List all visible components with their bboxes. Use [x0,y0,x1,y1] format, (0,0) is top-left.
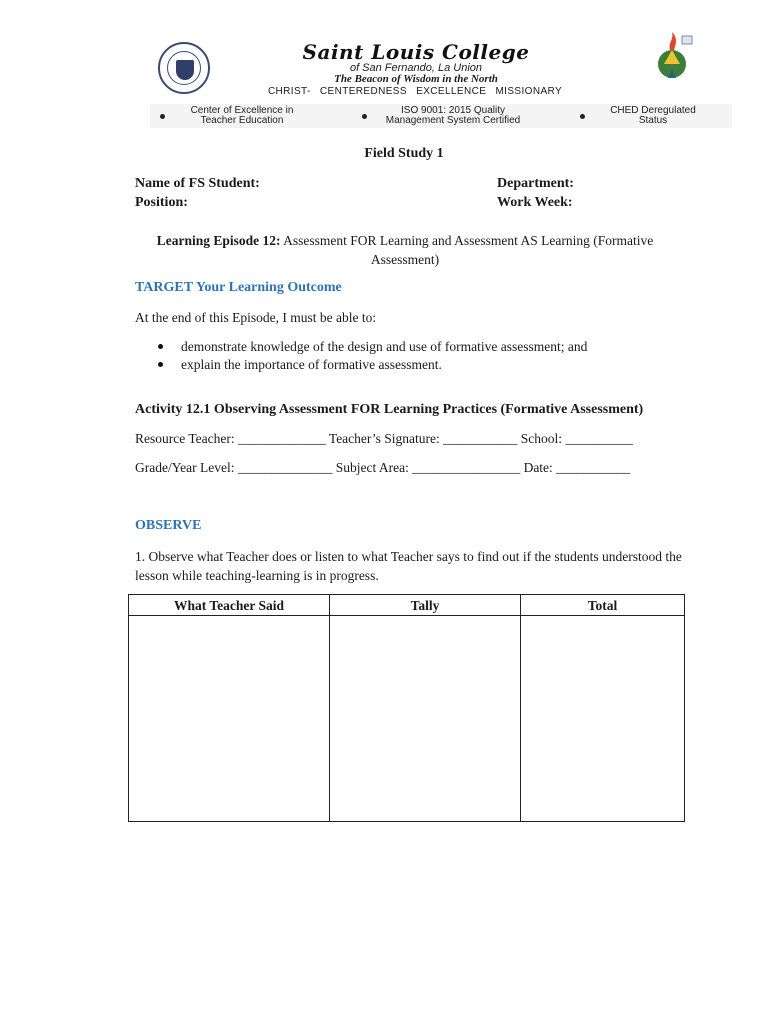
bullet-icon [158,362,163,367]
seal-shield-icon [176,60,194,80]
cert-ched: CHED Deregulated Status [610,105,696,126]
activity-info-line-1: Resource Teacher: _____________ Teacher’s Signature: ___________ School: __________ [135,431,633,446]
header-what-teacher-said: What Teacher Said [173,598,285,613]
learning-episode [140,231,670,269]
bullet-icon [580,114,585,119]
header-total: Total [587,598,618,613]
bullet-icon [362,114,367,119]
activity-info-line-2: Grade/Year Level: ______________ Subject Area: ________________ Date: ___________ [135,460,631,475]
work-week-label: Work Week: [497,195,573,210]
target-heading: TARGET Your Learning Outcome [135,280,342,295]
bullet-icon [160,114,165,119]
activity-title: Activity 12.1 Observing Assessment FOR Learning Practices (Formative Assessment) [135,402,644,417]
department-logo-icon [652,30,696,82]
college-tagline: The Beacon of Wisdom in the North [334,73,498,85]
header-tally: Tally [410,598,440,613]
document-title: Field Study 1 [364,146,444,161]
cert-iso: ISO 9001: 2015 Quality Management System Certified [385,105,521,126]
what-teacher-said-cell[interactable] [129,616,329,821]
college-name: Saint Louis College [302,40,530,64]
cert-center-of-excellence: Center of Excellence in Teacher Education [190,105,294,126]
position-label: Position: [135,195,188,210]
department-label: Department: [497,176,574,191]
outcome-item: demonstrate knowledge of the design and use of formative assessment; and [181,339,588,354]
tally-cell[interactable] [330,616,520,821]
total-cell[interactable] [521,616,684,821]
observe-heading: OBSERVE [135,518,202,533]
bullet-icon [158,344,163,349]
episode-text: Assessment FOR Learning and Assessment AS Learning (Formative Assessment) [280,233,654,267]
observation-table [128,594,685,822]
college-location: of San Fernando, La Union [349,62,483,74]
episode-label: Learning Episode 12: [156,233,281,248]
core-values: CHRIST- CENTEREDNESS EXCELLENCE MISSIONARY [267,86,563,97]
fs-student-name-label: Name of FS Student: [135,176,260,191]
outcome-item: explain the importance of formative assessment. [181,357,442,372]
certification-band [150,104,732,128]
observe-instruction: 1. Observe what Teacher does or listen to what Teacher says to find out if the students understood the lesson while teaching-learning is in progress. [135,549,682,583]
target-intro: At the end of this Episode, I must be able to: [135,310,377,325]
